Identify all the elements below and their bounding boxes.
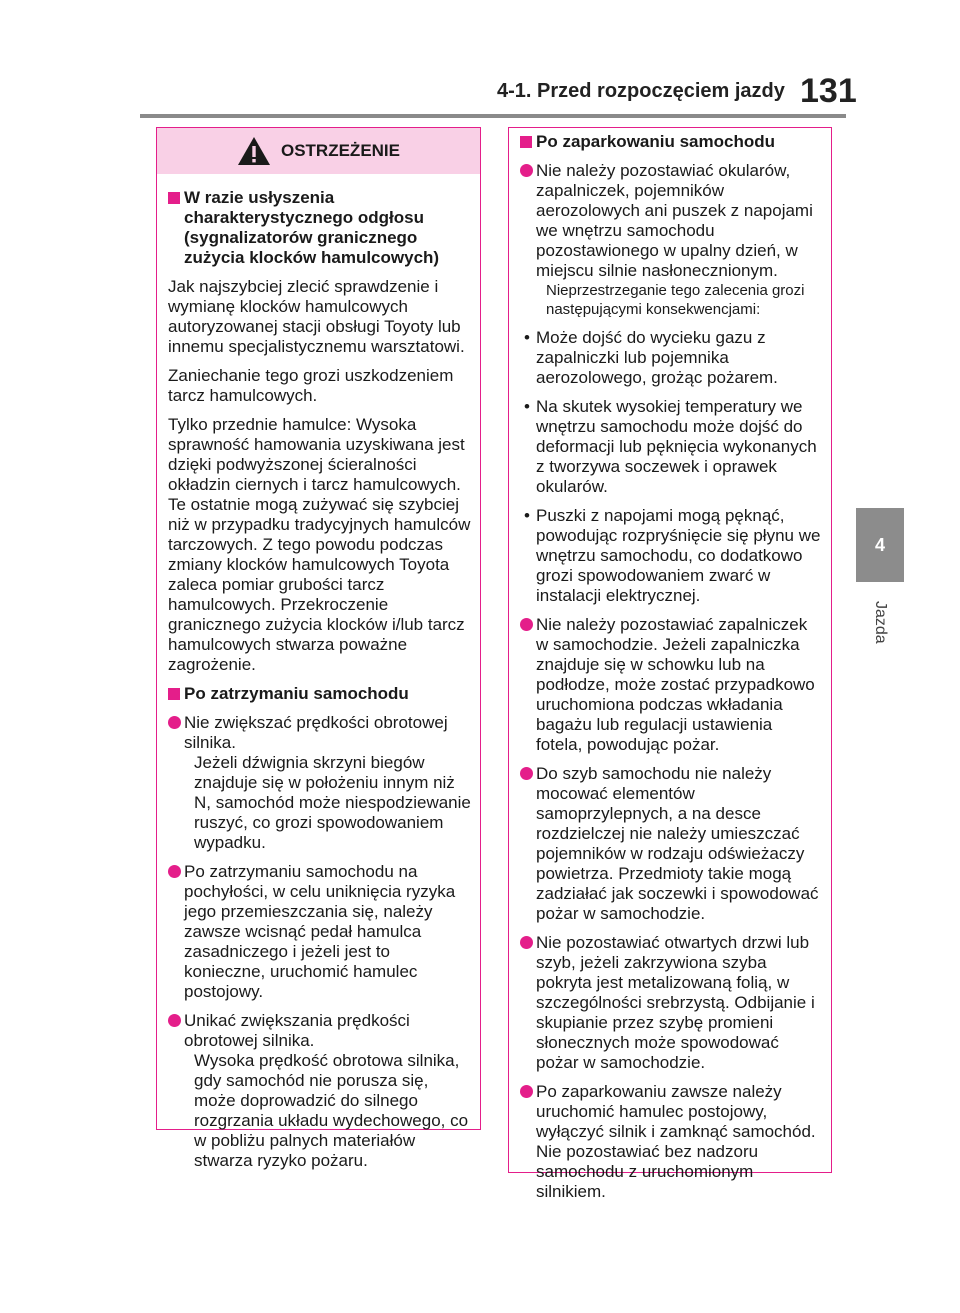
list-item: Po zatrzymaniu samochodu na pochyłości, w celu uniknięcia ryzyka jego przemieszczania się, należy zawsze wcisnąć pedał hamulca zasadniczego i jeżeli jest to konieczne, uruchomić hamulec postojowy.: [168, 862, 472, 1002]
section-heading: Po zaparkowaniu samochodu: [520, 132, 823, 152]
round-bullet-icon: [520, 1085, 533, 1098]
round-bullet-icon: [520, 618, 533, 631]
chapter-label: Jazda: [872, 600, 889, 644]
bullet-icon: •: [524, 328, 530, 347]
list-item: Nie należy pozostawiać okularów, zapalniczek, pojemników aerozolowych ani puszek z napojami we wnętrzu samochodu pozostawionego w upalny dzień, w miejscu silnie nasłonecznionym. Nieprzestrzeganie tego zalecenia grozi następującymi konsekwencjami:: [520, 161, 823, 319]
sub-list-item: • Na skutek wysokiej temperatury we wnętrzu samochodu może dojść do deformacji lub pęknięcia wykonanych z tworzywa soczewek i oprawek okularów.: [524, 397, 817, 496]
list-item: Nie zwiększać prędkości obrotowej silnika. Jeżeli dźwignia skrzyni biegów znajduje się w położeniu innym niż N, samochód może niespodziewanie ruszyć, co grozi spowodowaniem wypadku.: [168, 713, 472, 853]
square-bullet-icon: [168, 688, 180, 700]
sub-list-item: • Może dojść do wycieku gazu z zapalniczki lub pojemnika aerozolowego, grożąc pożarem.: [524, 328, 778, 387]
header-divider: [140, 114, 846, 118]
round-bullet-icon: [168, 1014, 181, 1027]
paragraph: Jak najszybciej zlecić sprawdzenie i wymianę klocków hamulcowych autoryzowanej stacji obsługi Toyoty lub innemu specjalistycznemu warsztatowi.: [168, 277, 465, 356]
round-bullet-icon: [168, 865, 181, 878]
parking-box: [508, 127, 832, 1201]
round-bullet-icon: [168, 716, 181, 729]
list-item: Po zaparkowaniu zawsze należy uruchomić hamulec postojowy, wyłączyć silnik i zamknąć samochód. Nie pozostawiać bez nadzoru samochodu z uruchomionym silnikiem.: [520, 1082, 823, 1202]
warning-header: [157, 128, 480, 174]
list-item: Nie należy pozostawiać zapalniczek w samochodzie. Jeżeli zapalniczka znajduje się w schowku lub na podłodze, może zostać przypadkowo uruchomiona podczas wkładania bagażu lub regulacji ustawienia fotela, powodując pożar.: [520, 615, 823, 755]
chapter-tab: 4: [856, 508, 904, 582]
round-bullet-icon: [520, 767, 533, 780]
paragraph: Zaniechanie tego grozi uszkodzeniem tarcz hamulcowych.: [168, 366, 454, 405]
section-heading: Po zatrzymaniu samochodu: [168, 684, 472, 704]
bullet-icon: •: [524, 397, 530, 416]
round-bullet-icon: [520, 936, 533, 949]
page-number: 131: [800, 72, 857, 110]
section-heading: W razie usłyszenia charakterystycznego odgłosu (sygnalizatorów granicznego zużycia klocków hamulcowych): [168, 188, 472, 268]
round-bullet-icon: [520, 164, 533, 177]
list-item: Unikać zwiększania prędkości obrotowej silnika. Wysoka prędkość obrotowa silnika, gdy samochód nie porusza się, może doprowadzić do silnego rozgrzania układu wydechowego, co w pobliżu palnych materiałów stwarza ryzyko pożaru.: [168, 1011, 472, 1171]
section-title: 4-1. Przed rozpoczęciem jazdy: [497, 80, 785, 102]
sub-list-item: • Puszki z napojami mogą pęknąć, powodując rozpryśnięcie się płynu we wnętrzu samochodu, co dodatkowo grozi spowodowaniem zwarć w instalacji elektrycznej.: [524, 506, 821, 605]
list-item: Nie pozostawiać otwartych drzwi lub szyb, jeżeli zakrzywiona szyba pokryta jest metalizowaną folią, w szczególności srebrzystą. Odbijanie i skupianie przez szybę promieni słonecznych może spowodować pożar w samochodzie.: [520, 933, 823, 1073]
warning-triangle-icon: [237, 136, 271, 166]
warning-title: OSTRZEŻENIE: [280, 141, 400, 160]
paragraph: Tylko przednie hamulce: Wysoka sprawność hamowania uzyskiwana jest dzięki podwyższonej ścieralności okładzin ciernych i tarcz hamulcowych. Te ostatnie mogą zużywać się szybciej niż w przypadku tradycyjnych hamulców tarczowych. Z tego powodu podczas zmiany klocków hamulcowych Toyota zaleca pomiar grubości tarcz hamulcowych. Przekroczenie granicznego zużycia klocków i/lub tarcz hamulcowych stwarza poważne zagrożenie.: [168, 415, 471, 674]
warning-box: [156, 127, 481, 1170]
bullet-icon: •: [524, 506, 530, 525]
square-bullet-icon: [520, 136, 532, 148]
square-bullet-icon: [168, 192, 180, 204]
list-item: Do szyb samochodu nie należy mocować elementów samoprzylepnych, a na desce rozdzielczej nie należy umieszczać pojemników w rodzaju odświeżaczy powietrza. Przedmioty takie mogą zadziałać jak soczewki i spowodować pożar w samochodzie.: [520, 764, 823, 924]
